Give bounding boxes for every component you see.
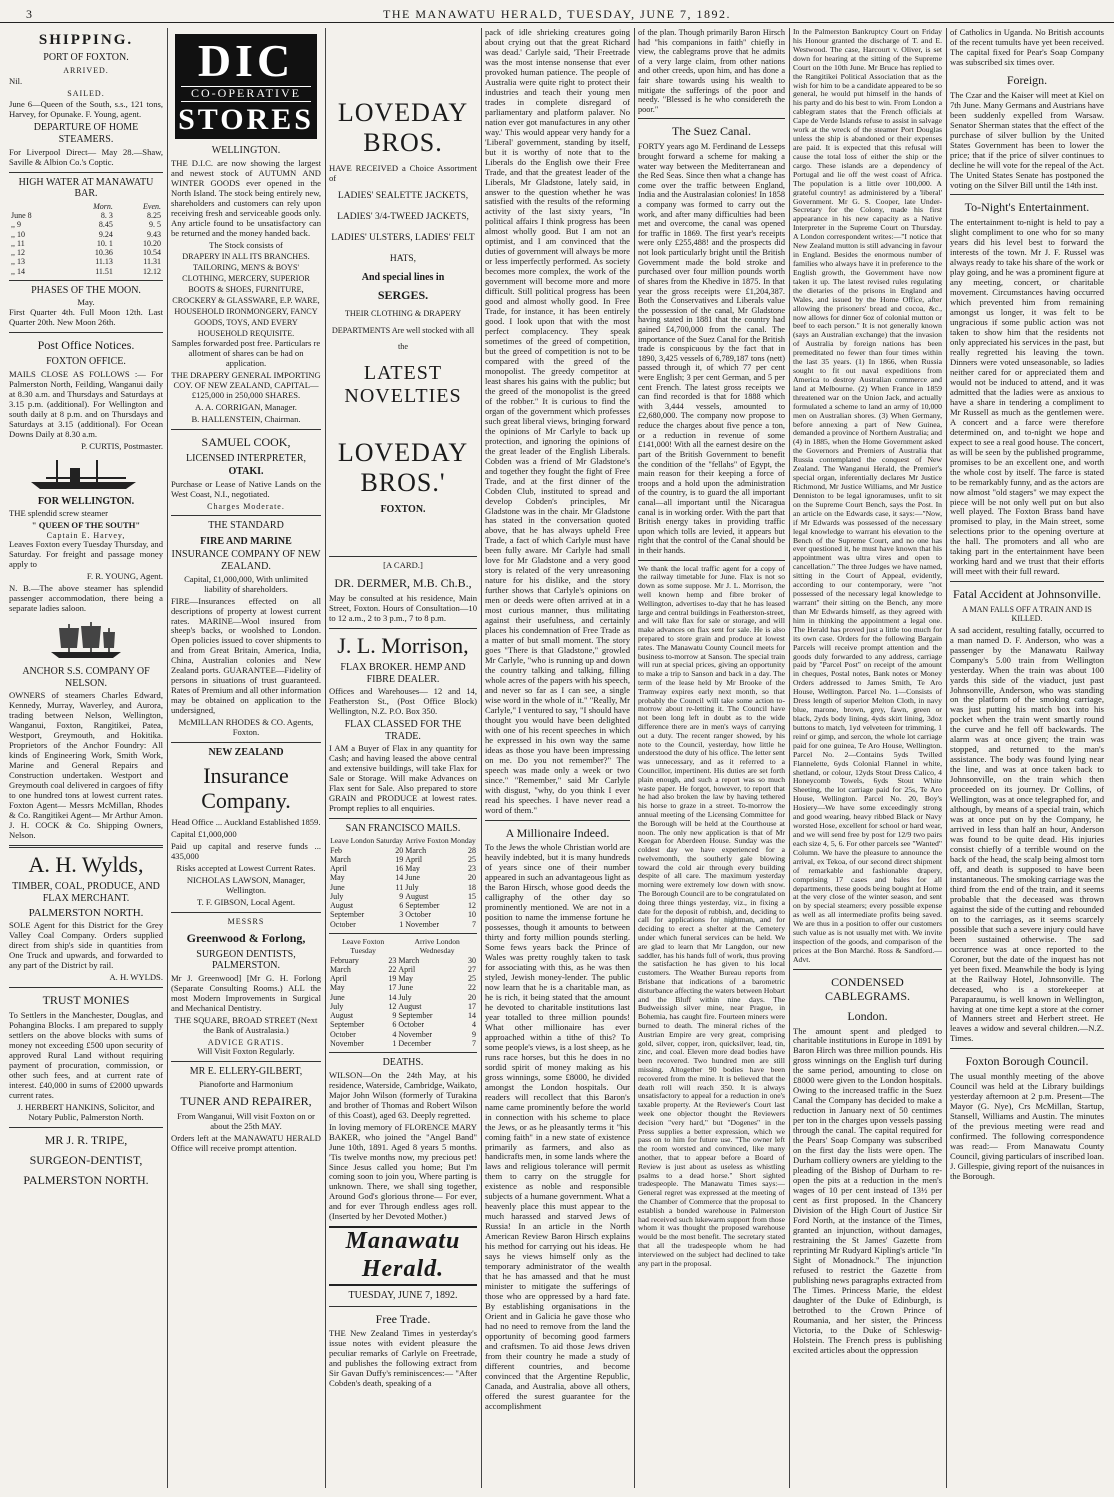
mail-cell: 25	[468, 974, 476, 984]
divider	[171, 515, 321, 516]
mail-cell: 28	[468, 845, 476, 855]
freetrade-title: Free Trade.	[375, 1311, 431, 1326]
mail-header-cell: Arrive Foxton Monday	[405, 835, 476, 845]
mail-cell: 7	[472, 1038, 476, 1048]
divider	[329, 818, 477, 819]
mail-cell: 3	[399, 910, 404, 920]
mail-cell: August	[330, 901, 354, 911]
tide-cell: 10. 1	[96, 238, 113, 248]
mail-cell: 9	[392, 1011, 397, 1021]
divider	[9, 1127, 163, 1128]
mail-header-row	[329, 938, 477, 956]
mail-row	[329, 864, 477, 873]
mail-cell: October	[330, 919, 356, 929]
sailing-ship-illustration	[9, 618, 163, 662]
local-news-2: In the Palmerston Bankruptcy Court on Friday his Honour granted the discharge of T. and E. Westwood. The case, Harcourt v. Oliver, is set down for hearing at the sitting of the Supreme Court on the 10th June. Mr Bruce has replied to the Rangitikei Political Association that as the wish for him to be a candidate appeared to be so general, he would put himself in the hands of his party and do his best to win. From London a cablegram states that the French officials at Cape de Verde Islands refuse to assist in salvage work at the wreck of the steamer Port Douglas unless the ship is abandoned or their expenses are paid. It is expected that this refusal will cause the total loss of either the ship or the cargo. These islands are a dependency of Portugal and lie off the west coast of Africa. The population is a little over 100,000. A grateful country! as administered by a 'liberal' Government. Mr G. S. Cooper, late Under-Secretary for the Colony, made his first appearance in his new capacity as a Native Interpreter in the Supreme Court on Thursday. A London correspondent writes:—"I notice that New Zealand mutton is still advancing in favour in England. Besides the enormous number of families who always have it in preference to the English growth, the Government have now taken it up. The latest revised rules regulating the dietaries of the prisons in England and Wales, and issued by the Home Office, after allowing the prisoners' bread and cocoa, &c., now allows for dinner 6oz of colonial mutton or beef to each person." It is not generally known (says an Australian exchange) that the invasion of Australia by foreign nations has been premeditated no fewer than four times within the last 35 years. (1) In 1866, when Russia sought to fit out naval expeditions from America to destroy Australian commerce and land at Melbourne. (2) When France in 1859 threatened war on the Union Jack, and actually formulated a scheme to land an army of 10,000 men on Australian shores. (3) When Germany, before annexing a part of New Guinea, demanded a province of Northern Australia; and (4) in 1885, when the Home Government asked the Governors and Premiers of Australia that Russia contemplated the conquest of New Zealand. The Wanganui Herald, the Premier's special organ, inferentially declares Mr Justice Richmond, Mr Justice Williams, and Mr Justice Denniston to be legal ignoramuses, unfit to sit on the Supreme Court Bench, says the Post. In an article on the Edwards case, it says:—"Now, if Mr Edwards was possessed of the necessary legal knowledge to warrant his elevation to the Bench of the Supreme Court, and no one has ever questioned it, he must have known that his appointment was ultra vires and open to cancellation." The three Judges we have named, sitting in the Court of Appeal, evidently, according to our contemporary, were "not possessed of the necessary legal knowledge to warrant" their sitting on the Bench, any more than Mr Edwards himself, as they agreed with him in thinking the appointment a legal one. The Herald has proved just a little too much for its own case. Orders for the following Bargain Parcels will receive prompt attention and the goods duly forwarded to any address, carriage paid by "Parcel Post" on receipt of the amount in cheques, Postal notes, Bank notes or Money Orders addressed to James Smith, Te Aro House, Wellington. Parcel No. 1—Consists of Dress length of superior Melton Cloth, in navy blue, marone, brown, grey, fawn, green or black, 2yds body lining, 4yds skirt lining, 3doz buttons to match, 1yd velveteen for trimming, 1 reinf or gimp, and sercon, the whole lot carriage paid for one guinea, Te Aro House, Wellington. Parcel No. 2—Contains 5yds Twilled Flannelette, 6yds Colonial Flannel in white, shetland, or colour, 12yds Stout Dress Calico, 4 Honeycomb Towels, 6yds Stout White Sheeting, the lot carriage paid for 25s, Te Aro House, Wellington. Parcel No. 20, Boy's Hosiery—We have some exceedingly strong and good wearing, heavy ribbed Black or Navy worsted Hose, excellent for school or hard wear, and we will send free by post for 12/9 two pairs each size 4, 5, 6. For other parcels see "Wanted" Column. We have the pleasure to announce the arrival, ex Tekoa, of our second direct shipment of remarkable and fashionable drapery, comprising 17 cases and bales for all departments, these goods being bought at Home at the very close of the winter season, and sent on by special steamers; every possible expense as well as all intermediate profits being saved. We are thus in a position to offer our customers such value as is not usually met with. We invite inspection of the goods, and comparison of the prices at the Bon Marché. Ross & Sandford.—Advt.	[793, 28, 942, 964]
mail-cell: 22	[468, 983, 476, 993]
mail-cell: 20	[468, 873, 476, 883]
sailed-text: June 6—Queen of the South, s.s., 121 tons, Harvey, for Opunake. F. Young, agent.	[9, 99, 163, 120]
mail-cell: June	[330, 992, 345, 1002]
trust-text: To Settlers in the Manchester, Douglas, and Pohangina Blocks. I am prepared to supply settlers on the above blocks with sums of money not exceeding £500 upon security of approved Rural Land without requiring payment of procuration, commission, or other such fees, and at current rate of interest. £40,000 in sums of £2000 upwards current rates.	[9, 1010, 163, 1100]
fire-title: FIRE AND MARINE	[200, 535, 292, 547]
mail-cell: October	[405, 910, 432, 920]
divider	[9, 280, 163, 281]
cook-text: Purchase or Lease of Native Lands on the West Coast, N.I., negotiated.	[171, 479, 321, 500]
divider	[9, 845, 163, 848]
anchor-title: ANCHOR S.S. COMPANY OF NELSON.	[22, 666, 150, 689]
mail-cell: July	[405, 882, 419, 892]
mail-cell: 1	[392, 1038, 397, 1048]
mail-cell: December	[398, 1038, 432, 1048]
fire-text: FIRE—Insurances effected on all descriptions of property at lowest current rates. MARINE—Wool insured from sheep's backs, or woolshed to London. Open policies issued to cover shipments to and from Great Britain, America, India, China, Australian colonies and New Zealand ports. GUARANTEE—Fidelity of persons in situations of trust guaranteed. Rates of Premium and all other information may be obtained on application to the undersigned,	[171, 595, 321, 716]
divider	[950, 194, 1104, 195]
uganda-text: of Catholics in Uganda. No British accounts of the recent tumults have yet been received. The capital fixed for Pear's Soap Company was subscribed six times over.	[950, 28, 1104, 67]
company-text: THE DRAPERY GENERAL IMPORTING COY. OF NEW ZEALAND, CAPITAL—£125,000 in 250,000 SHARES.	[171, 370, 321, 401]
dic-text: THE D.I.C. are now showing the largest and newest stock of AUTUMN AND WINTER GOODS ever opened in the North Island. The stock being entirely new, shareholders and customers can rely upon receiving fresh and serviceable goods only. Any article found to be unsatisfactory can be returned and the money handed back.	[171, 158, 321, 238]
mail-cell: September	[398, 1011, 433, 1021]
nz-capital: Capital £1,000,000	[171, 828, 237, 839]
entertainment-title: To-Night's Entertainment.	[964, 200, 1090, 215]
cook-trade: LICENSED INTERPRETER,	[186, 452, 306, 464]
mail-cell: 6	[399, 901, 404, 911]
tide-cell: 12.12	[143, 266, 161, 276]
mail-cell: 14	[468, 1011, 476, 1021]
mail-cell: 4	[392, 1029, 397, 1039]
logo-line-2: CO-OPERATIVE	[181, 86, 311, 102]
mail-cell: September	[405, 901, 440, 911]
tide-cell: 8.25	[147, 211, 161, 220]
gilbert-orders: Orders left at the MANAWATU HERALD Office will receive prompt attention.	[171, 1133, 321, 1154]
cook-charges: Charges Moderate.	[207, 502, 285, 511]
mail-cell: 17	[388, 983, 397, 993]
tide-cell: Even.	[143, 201, 161, 211]
tide-cell: ,, 11	[11, 238, 25, 248]
morrison-trade: FLAX BROKER. HEMP AND FIBRE DEALER.	[340, 662, 466, 685]
tide-cell: ,, 12	[11, 248, 25, 258]
arrived-text: Nil.	[9, 76, 23, 87]
entertainment-text: The entertainment to-night is held to pay a slight compliment to one who for so many years did his level best to forward the interests of the town. Mr J. F. Russel was always ready to take his share of the work or play going, and he was a prominent figure at any meeting, concert, or charitable movement. Circumstances having occurred which prevented him from remaining amongst us longer, it was felt to be ungracious if some public action was not taken to show him that the residents not only appreciated his services in the past, but really regretted his leaving the town. Dinners were voted unseasonable, so ladies neither cared for or appreciated them and would not be induced to attend, and it was admitted that the ladies were as anxious to have a share in tendering a compliment to Mr Russell as much as the gentlemen were. A concert and a farce were therefore determined on, and to-night we hope and expect to see a real good house. The concert, as will be seen by the published programme, promises to be an excellent one, and worth the whole cost by itself. The farce is stated to be remarkably funny, and as the actors are now almost "old stagers" we may expect the piece will be not only well put on but also well played. The Foxton Brass band have promised to play, in the Main street, some selections prior to the opening overture at the hall. The promoters and all who are taking part in the entertainment have been working hard and we trust that their efforts will meet with their full reward.	[950, 217, 1104, 577]
postmaster-sign: P. CURTIS, Postmaster.	[81, 440, 163, 451]
fire-agents: McMILLAN RHODES & CO. Agents, Foxton.	[178, 717, 314, 738]
moon-title: PHASES OF THE MOON.	[31, 284, 141, 296]
wellington-text: THE splendid screw steamer	[9, 508, 109, 519]
tide-cell: 8. 3	[100, 211, 113, 220]
fire-company: INSURANCE COMPANY OF NEW ZEALAND.	[171, 549, 321, 573]
gilbert-name: MR E. ELLERY-GILBERT,	[189, 1065, 303, 1077]
mail-cell: 14	[395, 873, 404, 883]
fatal-text: A sad accident, resulting fatally, occurred to a man named D. F. Anderson, who was a passenger by the Manawatu Railway Company's 5.00 train from Wellington yesterday. When the train was about 100 yards this side of the viaduct, just past Johnsonville, Anderson, who was standing on the platform of the smoking carriage, was just putting his match box into his pocket when the train went smartly round the curve and he fell off backwards. The alarm was at once given; the train was stopped, and returned to the man's assistance. The body was found lying near the line, and was at once taken back to Johnsonville, on the train which then proceeded on its journey. Dr Collins, of Wellington, was at once telegraphed for, and although, by means of a special train, which was at once put on by the Company, he arrived in less than half an hour, Anderson was found to be quite dead. His injuries consist chiefly of a terrible wound on the back of the head, the scalp being almost torn off, and death is supposed to have been instantaneous. The smoking carriage was the third from the end of the train, and it seems probable that the deceased was thrown against the side of the cutting and rebounded on to the carriages, as it seems scarcely possible that such a severe injury could have been sustained otherwise. The sad occurrence was at once reported to the Coroner, but the date of the inquest has not yet been fixed. Meanwhile the body is lying at the Railway Hotel, Johnsonville. The deceased, who is a storekeeper at Paraparaumu, is well known in Wellington, having at one time kept a store at the corner of Manners street and Herbert street. He leaves a widow and several children.—N.Z. Times.	[950, 624, 1105, 1044]
tide-cell: 10.20	[143, 238, 161, 248]
foreign-title: Foreign.	[1006, 72, 1048, 87]
loveday-text: HAVE RECEIVED a Choice Assortment of	[329, 163, 477, 184]
page-number: 3	[26, 7, 34, 21]
memory-text: In loving memory of FLORENCE MARY BAKER, who joined the "Angel Band" June 10th, 1891. Aged 8 years 5 months. 'Tis twelve months now, my precious pet! Since Jesus called you home; But I'm coming soon to join you, Where parting is unknown. There, we shall sing together, Around God's glorious throne— For ever, and for ever Through endless ages roll. (Inserted by her Devoted Mother.)	[329, 1121, 477, 1222]
mail-cell: April	[330, 864, 347, 874]
mail-row	[329, 901, 477, 910]
mail-row	[329, 974, 477, 983]
loveday-depts: THEIR CLOTHING & DRAPERY DEPARTMENTS Are well stocked with all the	[331, 309, 475, 352]
divider	[9, 987, 163, 988]
tripe-place: PALMERSTON NORTH.	[23, 1172, 149, 1187]
deaths-text: WILSON—On the 24th May, at his residence, Waterside, Cambridge, Waikato, Major John Wilson (formerly of Turakina and brother of Thomas and Robert Wilson of this Coast), aged 63. Deeply regretted.	[329, 1069, 477, 1120]
standard-heading: THE STANDARD	[208, 520, 284, 532]
divider	[638, 560, 785, 561]
council-text: The usual monthly meeting of the above Council was held at the Library buildings yesterday afternoon at 2 p.m. Present—The Mayor (G. Nye), Crs McMillan, Startup, Stansell, Williams and Austin. The minutes of the previous meeting were read and confirmed. The following correspondence was read:— From Manawatu County Council, giving particulars of inscribed loan. J. Gillespie, giving report of the nuisances in the Borough.	[950, 1071, 1104, 1181]
wellington-title: FOR WELLINGTON.	[37, 495, 135, 507]
post-office-sub: FOXTON OFFICE.	[46, 356, 126, 368]
mail-header-cell: Leave London Saturday	[330, 835, 404, 845]
column-1	[6, 28, 166, 1490]
mail-cell: July	[398, 992, 412, 1002]
ship-name: " QUEEN OF THE SOUTH"	[31, 520, 141, 531]
millionaire-continued: of the plan. Though primarily Baron Hirsch had "his companions in faith" chiefly in view, the cablegrams prove that he admits of a very large claim, from other nations and other creeds, upon him, and has done a fair share towards using his wealth to mitigate the sufferings of the poor and needy. "Blessed is he who considereth the poor."	[638, 28, 785, 114]
mail-row	[329, 855, 477, 864]
loveday-special: And special lines in	[361, 271, 445, 283]
wylds-place: PALMERSTON NORTH.	[28, 906, 144, 919]
mail-cell: October	[398, 1020, 425, 1030]
mail-row	[329, 910, 477, 919]
mail-cell: 27	[468, 964, 476, 974]
mail-cell: April	[405, 854, 423, 864]
mail-cell: 19	[395, 854, 404, 864]
mail-header-cell: Leave Foxton Tuesday	[342, 936, 385, 955]
mail-cell: March	[330, 854, 351, 864]
column-2	[168, 28, 324, 1490]
wellington-note: N. B.—The above steamer has splendid passenger accommodation, there being a separate ladies saloon.	[9, 583, 163, 614]
freetrade-text: THE New Zealand Times in yesterday's issue notes with evident pleasure the peculiar remarks of Carlyle on Freetrade, and publishes the following extract from Sir Gavan Duffy's reminiscences:— "After Cobden's death, speaking of a	[329, 1328, 477, 1389]
tide-cell: ,, 14	[11, 266, 25, 276]
cablegrams-title: CONDENSED CABLEGRAMS.	[824, 974, 910, 1003]
gf-advice: ADVICE GRATIS.	[207, 1037, 285, 1047]
logo-line-1: DIC	[197, 35, 295, 86]
mail-cell: 12	[388, 1001, 397, 1011]
column-4	[482, 28, 633, 1490]
mail-cell: 25	[468, 854, 476, 864]
masthead	[0, 8, 1114, 23]
mail-cell: February	[330, 955, 359, 965]
sf-title: SAN FRANCISCO MAILS.	[345, 823, 461, 835]
moon-text: First Quarter 4th. Full Moon 12th. Last Quarter 20th. New Moon 26th.	[9, 307, 163, 328]
sf-mail-table-outbound	[329, 938, 477, 1048]
issue-date: TUESDAY, JUNE 7, 1892.	[348, 1289, 458, 1301]
mail-row	[329, 846, 477, 855]
gf-address: THE SQUARE, BROAD STREET (Next the Bank of Australasia.)	[174, 1014, 318, 1035]
captain-name: Captain E. Harvey,	[46, 531, 126, 541]
divider	[329, 556, 477, 557]
mail-cell: 23	[468, 864, 476, 874]
nz-lawson: NICHOLAS LAWSON, Manager, Wellington.	[186, 874, 306, 895]
nameplate: Manawatu Herald.	[329, 1226, 477, 1286]
mail-cell: May	[330, 873, 345, 883]
wylds-name: A. H. Wylds,	[28, 851, 144, 877]
mail-row	[329, 1020, 477, 1029]
mail-cell: 1	[399, 919, 404, 929]
stock-items: DRAPERY IN ALL ITS BRANCHES. TAILORING, MEN'S & BOYS' CLOTHING, MERCERY, SUPERIOR BOOTS & SHOES, FURNITURE, CROCKERY & GLASSWARE, E.P. WARE, HOUSEHOLD IRONMONGERY, FANCY GOODS, TOYS, AND EVERY HOUSEHOLD REQUISITE.	[172, 251, 320, 339]
mail-cell: November	[330, 1038, 364, 1048]
london-title: London.	[847, 1008, 888, 1023]
mail-cell: March	[405, 845, 427, 855]
mail-cell: April	[330, 974, 347, 984]
tide-cell: ,, 13	[11, 257, 25, 267]
mail-cell: 22	[388, 964, 397, 974]
mail-row	[329, 892, 477, 901]
steamer-illustration	[9, 456, 163, 492]
tide-cell: 9.43	[147, 229, 161, 239]
tide-cell: ,, 10	[11, 229, 25, 239]
mail-cell: July	[330, 1001, 344, 1011]
mail-cell: May	[405, 864, 420, 874]
mail-cell: 20	[468, 992, 476, 1002]
mail-cell: 17	[468, 1001, 476, 1011]
tide-row	[9, 211, 163, 220]
suez-text: FORTY years ago M. Ferdinand de Lesseps brought forward a scheme for making a water way between the Mediterranean and the Red Seas. Since then what a change has come over the traffic between England, India and the Australasian colonies! In 1858 a company was formed to carry out the work, and after many difficulties had been met and overcome, the canal was opened for traffic in 1869. The first year's receipts were only £255,488! and the prospects did not look particularly bright until the British Government made the bold stroke and purchased over four million pounds worth of shares from the Khedive in 1875. In that year the gross receipts were £1,204,387. Both the Conservatives and Liberals value the possession of the canal, Mr Gladstone having stated in 1881 that the country had gained £4,700,000 from the canal. The importance of the Suez Canal for the British trade is conspicuous by the fact that in 1890, 3,425 vessels of 6,789,187 tons (nett) passed through it, of which 77 per cent were English; 3 per cent German, and 5 per cent French. The latest gross receipts we can find recorded is that for 1888 which with 3,444 vessels, amounted to £2,680,000. The company now propose to reduce the charges about five pence a ton, or a reduction in revenue of some £141,000! With all the earnest desire on the part of the British Government to benefit the condition of the "fellahs" of Egypt, the main reason for their keeping a force of troops and a hold upon the administration of the country, is to guard the all important canal—all important until the Nicaragua canal is in working order. With the part that British energy takes in providing traffic upon which tolls are levied, it appears but right that the control of the Canal should be in their hands.	[638, 142, 785, 555]
divider	[171, 742, 321, 743]
nz-brand: Insurance Company.	[201, 762, 291, 814]
tide-cell: 11.13	[95, 257, 113, 267]
departure-heading: DEPARTURE OF HOME STEAMERS.	[33, 122, 139, 146]
hankins-sign: J. HERBERT HANKINS, Solicitor, and Notary Public, Palmerston North.	[17, 1101, 155, 1122]
mail-cell: March	[398, 955, 420, 965]
tide-cell: 10.36	[94, 248, 113, 258]
deaths-title: DEATHS.	[382, 1057, 424, 1069]
tide-cell: 10.54	[143, 248, 161, 258]
masthead-title: THE MANAWATU HERALD, TUESDAY, JUNE 7, 1892.	[383, 7, 731, 21]
flax-classed: FLAX CLASSED FOR THE TRADE.	[344, 719, 462, 742]
millionaire-title: A Millionaire Indeed.	[505, 825, 610, 840]
tide-cell: ,, 9	[11, 220, 21, 230]
mail-cell: 11	[395, 882, 404, 892]
tide-row	[9, 239, 163, 248]
dic-place: WELLINGTON.	[211, 145, 281, 157]
mail-cell: 14	[388, 992, 397, 1002]
fatal-title: Fatal Accident at Johnsonville.	[953, 587, 1101, 602]
gilbert-trade: Pianoforte and Harmonium	[198, 1078, 294, 1089]
wellington-agent: F. R. YOUNG, Agent.	[86, 571, 163, 582]
tide-cell: June 8	[11, 211, 32, 220]
mail-cell: 4	[472, 1020, 476, 1030]
cook-name: SAMUEL COOK,	[201, 434, 291, 449]
tide-row	[9, 220, 163, 229]
nz-head: Head Office ... Auckland Established 1859.	[171, 816, 321, 827]
shipping-title: SHIPPING.	[38, 32, 134, 48]
nz-title: NEW ZEALAND	[208, 747, 284, 759]
tide-cell: 8.45	[98, 220, 113, 230]
mail-cell: August	[398, 1001, 422, 1011]
mail-cell: 6	[392, 1020, 397, 1030]
dermer-text: May be consulted at his residence, Main Street, Foxton. Hours of Consultation—10 to 12 a.m., 2 to 3 p.m., 7 to 8 p.m.	[329, 592, 477, 623]
loveday-title: LOVEDAY BROS.	[337, 98, 469, 158]
divider	[329, 1306, 477, 1307]
wylds-text: SOLE Agent for this District for the Grey Valley Coal Company. Orders supplied direct from ship's side in quantities from One Truck and upwards, and forwarded to any part of the District by rail.	[9, 920, 163, 971]
wellington-schedule: Leaves Foxton every Tuesday Thursday, and Saturday. For freight and passage money apply to	[9, 539, 163, 570]
mail-cell: 19	[388, 974, 397, 984]
tide-row	[9, 248, 163, 257]
mail-cell: June	[405, 873, 420, 883]
column-7	[947, 28, 1107, 1490]
mail-cell: June	[330, 882, 345, 892]
mail-cell: 7	[472, 919, 476, 929]
logo-line-3: STORES	[178, 102, 314, 136]
divider	[950, 581, 1104, 582]
sf-mail-table-inbound	[329, 837, 477, 929]
gf-text: Mr J. Greenwood] [Mr G. H. Forlong (Separate Consulting Rooms.) ALL the most Modern Improvements in Surgical and Mechanical Dentistry.	[171, 972, 321, 1013]
mail-row	[329, 873, 477, 882]
divider	[485, 820, 630, 821]
cook-place: OTAKI.	[228, 466, 264, 478]
mail-row	[329, 1039, 477, 1048]
tide-cell: 9.24	[98, 229, 113, 239]
mail-cell: May	[330, 983, 345, 993]
mail-cell: July	[330, 891, 344, 901]
nz-paid: Paid up capital and reserve funds ... 435,000	[171, 840, 321, 861]
mail-row	[329, 1002, 477, 1011]
gilbert-text: From Wanganui, Will visit Foxton on or about the 25th MAY.	[177, 1111, 315, 1132]
mail-cell: 23	[388, 955, 397, 965]
tide-cell: 11.31	[143, 257, 161, 267]
mail-cell: October	[330, 1029, 356, 1039]
morrison-offices: Offices and Warehouses— 12 and 14, Featherston St., (Post Office Block) Wellington, N.Z. P.O. Box 350.	[329, 686, 477, 717]
sailed-heading: SAILED.	[67, 89, 105, 99]
nz-risks: Risks accepted at Lowest Current Rates.	[176, 862, 316, 873]
samples-text: Samples forwarded post free. Particulars re allotment of shares can be had on application.	[171, 338, 321, 369]
mail-cell: June	[398, 983, 413, 993]
mail-cell: 16	[395, 864, 404, 874]
suez-title: The Suez Canal.	[672, 124, 751, 139]
mail-cell: November	[398, 1029, 433, 1039]
column-5	[635, 28, 788, 1490]
mail-cell: August	[405, 891, 429, 901]
port-heading: PORT OF FOXTON.	[43, 52, 129, 64]
divider	[171, 429, 321, 430]
stock-title: The Stock consists of	[209, 239, 283, 250]
divider	[329, 1052, 477, 1053]
freetrade-continued: pack of idle shrieking creatures going about crying out that the great Richard was dead.' Carlyle said, 'Their Freetrade was the most intense nonsense that ever provoked human patience. The people of Australia were quite right to protect their industries and teach their young men trades in complete disregard of parliamentary and platform palaver. No nation ever got manufactures in any other way.' This would appear very handy for a 'Liberal' government, standing by itself, but it is worthy of note that to the Liberals do the English owe their Free Trade, and that the greatest leader of the Liberals, Mr Gladstone, lately said, in answer to the question whether he was satisfied with the results of the reforming activity of the last sixty years, "In political affairs I think progress has been almost wholly good. But I am not an optimist, and I am convinced that the duties of government will always be more or less imperfectly performed. As society becomes more complex, the work of the government will become more and more difficult. Still political progress has been good and almost wholly good. In Free Trade, for instance, it has been entirely good. I look upon that with the most perfect complacency. They speak sometimes of the greed of competition, but the greed of competition is not to be compared with the greed of the monopolist. The greedy competitor at least shares his gains with the public; but the greed of the monopolist is the greed of the robber." It is curious to find the organ of the government which professes such great liberal views, bringing forward the opinions of Mr Carlyle to back up protection, and ignoring the opinions of the great leader of the English Liberals. Cobden was a friend of Mr Gladstone's and together they fought the fight of Free Trade, and at the first dinner of the Cobden Club, instituted to spread and develop Cobden's principles, Mr Gladstone was in the chair. Mr Gladstone has stated in the conversation quoted above, that he has always upheld Free Trade, a fact of which Carlyle must have been fully aware. Mr Carlyle had small love for Mr Gladstone and a very good story is related of the very unreasoning nature for his dislike, and the story further shows that Carlyle's opinions on men or deeds were often arrived at in a most curious manner, thus militating against their usefulness, and certainly places his condemnation of Free Trade as a matter of but small moment. The story goes "There is that Gladstone," growled Mr Carlyle, "who is running up and down the country talking and talking, filling whole acres of the papers with his speech, and never so far as I can see, a single wise word in the whole of it." "Really, Mr Carlyle," I ventured to say, "I should have thought you would have been delighted with one of his recent speeches in which he expressed in his own way the same ideas as those you have been impressing on me. Do you not remember?" The speech was made only a week or two since." "Remember," said Mr Carlyle with disgust, "why, do you think I ever read his speeches. I have never read a word of them."	[485, 28, 630, 815]
tide-row	[9, 230, 163, 239]
mail-cell: March	[330, 964, 351, 974]
mail-cell: 15	[468, 891, 476, 901]
mail-row	[329, 983, 477, 992]
tripe-name: MR J. R. TRIPE,	[44, 1132, 128, 1147]
corrigan-sign: A. A. CORRIGAN, Manager.	[195, 402, 297, 413]
loveday-items: LADIES' SEALETTE JACKETS, LADIES' 3/4-TWEED JACKETS, LADIES' ULSTERS, LADIES' FELT HATS,	[331, 191, 475, 264]
mail-row	[329, 920, 477, 929]
mail-cell: 9	[399, 891, 404, 901]
tide-table	[9, 202, 163, 276]
wylds-trade: TIMBER, COAL, PRODUCE, AND FLAX MERCHANT.	[12, 881, 160, 905]
mail-row	[329, 993, 477, 1002]
gf-messrs: MESSRS	[227, 916, 265, 926]
tide-cell: Morn.	[93, 201, 113, 211]
tide-title: HIGH WATER AT MANAWATU BAR.	[18, 176, 154, 200]
mail-cell: 12	[468, 901, 476, 911]
trust-title: TRUST MONIES	[42, 993, 130, 1008]
column-6	[790, 28, 945, 1490]
mail-cell: September	[330, 910, 365, 920]
mail-row	[329, 1011, 477, 1020]
millionaire-text: To the Jews the whole Christian world are heavily indebted, but it is many hundreds of years since one of their number appeared in such an advantageous light as the Baron Hirsch, whose good deeds the calligraphy of the other day so prominently mentioned. We are not in a position to name the immense fortune he possesses, though it amounts to between thirty and forty million pounds sterling. Some fews years back the Prince of Wales was pretty roughly taken to task for associating with this, as he was then styled, Jewish money-lender. The public now learn that he is a charitable man, as he is rich, it being stated that the amount he devoted to charitable institutions last year totalled to three million pounds! What other millionaire has ever approached within a tithe of this? To some people's views, is a lost sheep, as he runs race horses, but this he does in no sordid spirit of money making as his gross winnings, some £8000, he divided amongst the London hospitals. Our readers will recollect that this Baron's name came prominently before the world in connection with his scheme to place the Jews, or as he pleasantly terms it "his coming faith" in a new state of existence primarily as farmers, and also as handicrafts men, in some lands where the laws and religious tolerance will permit them to carry on the struggle for existence as noble and responsible subjects of a humane government. What a heavenly place this must appear to the much harassed and starved Jews of Russia! In an article in the North American Review Baron Hirsch explains his method for carrying out his ideas. He says he views himself only as the temporary administrator of the wealth that he has amassed and that he must minister to mitigate the sufferings of those who are oppressed by a hard fate. By establishing organisations in the Orient and in Galicia he gave those who had no need to remove from the land the opportunity of becoming good farmers and craftsmen. To aid those Jews driven from their country he made a study of different countries, and become convinced that the Argentine Republic, Canada, and Australia, above all others, offered the surest guarantee for the accomplishment	[485, 842, 630, 1411]
moon-month: May.	[77, 297, 95, 308]
mail-cell: 20	[395, 845, 404, 855]
foreign-text: The Czar and the Kaiser will meet at Kiel on 7th June. Many Germans and Austrians have been suddenly expelled from Warsaw. Senator Sherman states that the effect of the purchase of silver bullion by the United States Government has been to lower the price; that if the price of silver continues to decline he will vote for the repeal of the Act. The United States Senate has postponed the voting on the Silver Bill until the 14th inst.	[950, 89, 1104, 190]
tide-row	[9, 257, 163, 266]
loveday-place: FOXTON.	[380, 504, 426, 516]
wylds-sign: A. H. WYLDS.	[109, 972, 163, 983]
fatal-subtitle: A MAN FALLS OFF A TRAIN AND IS KILLED.	[962, 605, 1092, 624]
tide-cell: 9. 5	[149, 220, 161, 230]
arrived-heading: ARRIVED.	[63, 65, 109, 75]
local-news: We thank the local traffic agent for a copy of the railway timetable for June. Flax is not so down as some suppose. Mr J. L. Morrison, the well known hemp and fibre broker of Wellington, advertises to-day that he has leased large and central buildings in Featherston-street, and will take flax for sale or storage, and will make advances on flax sent for sale. He is also prepared to store grain and produce at lowest rates. The Manawatu County Council meets for business to-morrow at Sanson. The special train will run at special prices, giving an opportunity to make a trip to Sanson and back in a day. The term of the lease held by Mr Brooke of the Tramway expires early next month, so that probably the Council will take some action to-morrow about re-letting it. The Council have not been long left in doubt as to the wide difference there are in men's ways of carrying out a duty. The recent ranger showed, by his note to the Council, yesterday, how little he understood the duty of his office. The letter sent was unnecessary, and as it referred to a Councillor, impertinent. His duties are set forth plain enough, and such a report was so much waste paper. He forgot, however, to report that he had also broken the law by having tethered his horse to graze in a street. To-morrow the annual meeting of the Licensing Committee for the Borough will be held at the Courthouse at noon. The only new application is that of Mr Keegan for Aberdeen House. Sunday was the coldest day we have experienced for a twelvemonth, the southerly gale blowing toward the cold air through every building despite of all care. The maximum yesterday morning were extremely low down with snow. The Borough Council are to be congratulated on doing three things yesterday, viz., in fixing a date for the deposit of rubbish, and, deciding to call for applications for nightman, and for deciding to erect a shelter at the Cemetery under which funeral services can be held. We are glad to learn that Mr Langdon, our new saddler, has his hands full of work, thus proving the satisfaction he has given to his local customers. The Weather Bureau reports from Brisbane that indications of a barometric disturbance affecting the waters between Hobart and the Bluff within nine days. The Budweissigh silver mine, near Prague, in Bohemia, has caught fire. Fourteen miners were burned to death. The mineral riches of the Austrian Empire are very great, comprising gold, silver, copper, iron, quicksilver, lead, tin, zinc, and coal. Eleven more dead bodies have been recovered. Two hundred men are still missing. Altogether 90 bodies have been recovered from the mine. It is believed that the death roll will reach 350. It is always unsatisfactory to appeal for a reduction in one's taxable property. At the Reviewer's Court last week one objector thought the Reviewers decision "very hard," but "Dogenes" in the Press supplies a better expression, which we pass on to him for future use. "The owner left the room worsted and convinced, like many another, that to appear before a Board of Review is just about as useless as whistling psalms to a dead horse." Short sighted tradespeople. The Manawatu Times says:—General regret was expressed at the meeting of the Chamber of Commerce that the proposal to establish a bonded warehouse in Palmerston had received such lukewarm support from those whom it was thought the proposed warehouse would be the most benefit. The secretary stated that all the tradespeople whom he had interviewed on the subject had declined to take any part in the proposal.	[638, 563, 785, 1268]
dic-logo	[175, 34, 317, 139]
mail-header-cell: Arrive London Wednesday	[414, 936, 460, 955]
departure-text: For Liverpool Direct— May 28.—Shaw, Saville & Albion Co.'s Coptic.	[9, 146, 163, 167]
mail-cell: 18	[468, 882, 476, 892]
gilbert-title: TUNER AND REPAIRER,	[180, 1094, 312, 1109]
divider	[9, 332, 163, 333]
morrison-name: J. L. Morrison,	[337, 632, 469, 658]
divider	[171, 912, 321, 913]
mail-row	[329, 883, 477, 892]
loveday-novelties: LATEST NOVELTIES	[344, 361, 462, 407]
divider	[638, 118, 785, 119]
mail-cell: April	[398, 964, 416, 974]
mail-cell: 9	[472, 1029, 476, 1039]
divider	[793, 969, 942, 970]
divider	[171, 1061, 321, 1062]
gf-name: Greenwood & Forlong,	[186, 930, 306, 945]
loveday-serges: SERGES.	[377, 288, 429, 303]
mail-cell: August	[330, 1011, 354, 1021]
post-office-title: Post Office Notices.	[37, 338, 135, 353]
mail-row	[329, 956, 477, 965]
divider	[329, 628, 477, 629]
council-title: Foxton Borough Council.	[965, 1054, 1089, 1069]
gf-trade: SURGEON DENTISTS, PALMERSTON.	[196, 948, 296, 972]
fire-capital: Capital, £1,000,000, With unlimited liability of shareholders.	[184, 573, 308, 594]
dermer-name: DR. DERMER, M.B. Ch.B.,	[334, 575, 472, 590]
mail-cell: 10	[468, 910, 476, 920]
divider	[329, 933, 477, 934]
post-office-text: MAILS CLOSE AS FOLLOWS :— For Palmerston North, Feilding, Wanganui daily at 8.30 a.m. and Thursdays and Saturdays at 3.15 p.m. (additional). For Wellington and south daily at 8 p.m. and on Thursdays and Saturdays at 3.15 (additional). For Ocean Downs Daily at 8.30 a.m.	[9, 368, 163, 439]
tide-cell: 11.51	[95, 266, 113, 276]
mail-cell: November	[405, 919, 440, 929]
gf-visit: Will Visit Foxton Regularly.	[197, 1045, 295, 1056]
mail-row	[329, 1030, 477, 1039]
flax-text: I AM a Buyer of Flax in any quantity for Cash; and having leased the above central and extensive buildings, will take Flax for Sale or Storage. Will make Advances on Flax sent for Sale. Also prepared to store GRAIN and PRODUCE at lowest rates. Prompt replies to all enquiries.	[329, 743, 477, 814]
anchor-text: OWNERS of steamers Charles Edward, Kennedy, Murray, Waverley, and Aurora, trading between Nelson, Wellington, Wanganui, Foxton, Rangitikei, Patea, Westport, Greymouth, and Hokitika. Proprietors of the Anchor Foundry: All kinds of Engineering Work, Smith Work, Marine and General Repairs and Construction undertaken. Westport and Greymouth coal delivered in cargoes of fifty to one hundred tons at lowest current rates. Foxton Agent— Messrs McMillan, Rhodes & Co. Rangitikei Agent— Mr Arthur Amon. J. H. COCK & Co. Shipping Owners, Nelson.	[9, 690, 163, 840]
mail-cell: September	[330, 1020, 365, 1030]
mail-cell: 30	[468, 955, 476, 965]
hallenstein-sign: B. HALLENSTEIN, Chairman.	[191, 414, 301, 424]
divider	[9, 172, 163, 173]
column-3	[326, 28, 480, 1490]
mail-header-row	[329, 837, 477, 846]
tide-header-row	[9, 202, 163, 211]
tide-row	[9, 267, 163, 276]
mail-cell: Feb	[330, 845, 342, 855]
london-text: The amount spent and pledged to charitable institutions in Europe in 1891 by Baron Hirch was three million pounds. His gross winnings on the English turf during the same period, amounting to close on £8000 were given to the London hospitals. Owing to the increased traffic in the Suez Canal the Company has decided to make a reduction in January next of 50 centimes per ton in the charges upon vessels passing through the canal. The capital required for the Pears' Soap Company was subscribed on the first day the lists were open. The Durham colliery owners are yielding to the pleading of the Bishop of Durham to re-open the pits at a reduction in the men's wages of 10 per cent instead of 13½ per cent as first proposed. In the Chancery Division of the High Court of Justice Sir Ford North, at the instance of the Times, granted an injunction, without damages, restraining the St James' Gazette from reprinting Mr Rudyard Kipling's article "In Sight of Monadnock." The injunction refused to restrict the Gazette from publishing news paragraphs extracted from The Times. Princess Marie, the eldest daughter of the Duke of Edinburgh, is betrothed to the Crown Prince of Roumania, and her sister, the Princess Victoria, to the Duke of Schleswig-Holstein. The French press is publishing excited articles about the oppression	[793, 1025, 942, 1355]
mail-cell: May	[398, 974, 413, 984]
tripe-trade: SURGEON-DENTIST,	[29, 1152, 143, 1167]
divider	[950, 1048, 1104, 1049]
loveday-sign: LOVEDAY BROS.'	[337, 437, 469, 498]
tide-cell	[9, 202, 63, 211]
nz-gibson: T. F. GIBSON, Local Agent.	[197, 896, 295, 907]
mail-row	[329, 965, 477, 974]
dermer-card: [A CARD.]	[383, 559, 423, 570]
